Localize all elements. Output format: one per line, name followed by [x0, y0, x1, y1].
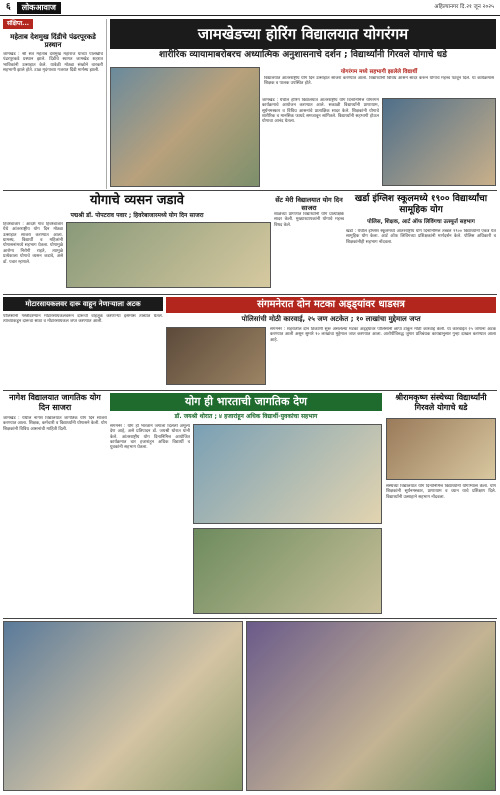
story9-body: संस्थेच्या विद्यालयात योग दिनानिमित्त विद्यार्थ्यांनी योगाभ्यास केला. योग शिक्षकांनी सूर्यनमस्कार, प्राणायाम व ध्यान याचे प्रशिक्षण दिले. विद्यार्थ्यांनी उत्साहाने सहभाग नोंदवला. — [386, 484, 496, 500]
dateline: अहिल्यानगर दि.२१ जून २०२५ — [434, 4, 494, 11]
story6-body: संगमनेर : शहरातील दोन ठिकाणी सुरू असलेल्या मटका अड्ड्यांवर पोलिसांनी छापा टाकून मोठी कारवाई केली. या कारवाईत २५ जणांना अटक करण्यात आली असून सुमारे १० लाखांचा मुद्देमाल जप्त करण्यात आला. आरोपींविरुद्ध जुगार प्रतिबंधक कायद्यानुसार गुन्हा दाखल करण्यात आला आहे. — [270, 327, 496, 343]
sankshipt-label: संक्षिप्त... — [3, 19, 33, 29]
story8-subheadline: डॉ. जयश्री थोरात ; ४ हजारांहून अधिक विद्यार्थी-युवकांचा सहभाग — [174, 413, 318, 420]
lead-headline: जामखेडच्या होरिंग विद्यालयात योगरंगम — [110, 19, 496, 49]
lead-photo-2 — [382, 98, 496, 186]
story4-headline: खर्डा इंग्लिश स्कूलमध्ये १९०० विद्यार्थ्यांचा सामूहिक योग — [354, 194, 488, 216]
story3-headline: सेंट मेरी विद्यालयात योग दिन साजरा — [275, 196, 343, 213]
lead-subheadline: शारीरिक व्यायामाबरोबरच अध्यात्मिक अनुशासनाचे दर्शन ; विद्यार्थ्यांनी गिरवले योगाचे धडे — [159, 50, 447, 60]
story3-body: शाळेच्या प्रांगणात विद्यार्थ्यांनी योग प्रात्यक्षिके सादर केली. मुख्याध्यापकांनी योगाचे महत्त्व विषद केले. — [274, 212, 344, 228]
story7-body: जामखेड : येथील नागेश विद्यालयात जागतिक योग दिन साजरा करण्यात आला. शिक्षक, कर्मचारी व विद्यार्थ्यांनी योगासने केली. योग शिक्षकांनी विविध आसनांची माहिती दिली. — [3, 416, 107, 432]
story6-headline: संगमनेरात दोन मटका अड्ड्यांवर धाडसत्र — [166, 297, 496, 313]
divider — [3, 390, 497, 391]
newspaper-logo: लोकआवाज — [17, 2, 61, 14]
story5-body: पोलिसांनी गस्तीदरम्यान मोटारसायकलवरून दारूची वाहतूक करणाऱ्या इसमास ताब्यात घेतले. त्याच्याकडून दारूचा साठा व मोटारसायकल जप्त करण्यात आली. — [3, 314, 163, 325]
divider — [3, 294, 497, 295]
story5-headline: मोटारसायकलवर दारू वाहून नेणाऱ्याला अटक — [3, 297, 163, 311]
divider — [3, 190, 497, 191]
lead-photo — [110, 67, 260, 187]
bottom-photo-right — [246, 621, 496, 791]
story2-photo — [66, 222, 271, 288]
story2-body: हिवरेबाजार : आदर्श गाव हिवरेबाजार येथे आंतरराष्ट्रीय योग दिन मोठ्या उत्साहात साजरा करण्यात आला. ग्रामस्थ, विद्यार्थी व महिलांनी योगासनांमध्ये सहभाग घेतला. योगामुळे आरोग्य निरोगी राहते, त्यामुळे प्रत्येकाला योगाचे व्यसन जडावे, असे डॉ. पवार म्हणाले. — [3, 222, 63, 265]
story8-body: संगमनेर : योग ही भारताने जगाला दिलेली अमूल्य देण आहे, असे प्रतिपादन डॉ. जयश्री थोरात यांनी केले. आंतरराष्ट्रीय योग दिनानिमित्त आयोजित कार्यक्रमात चार हजारांहून अधिक विद्यार्थी व युवकांनी सहभाग घेतला. — [110, 424, 190, 451]
lead-caption-box — [262, 67, 496, 97]
story7-headline: नागेश विद्यालयात जागतिक योग दिन साजरा — [9, 393, 101, 412]
lead-caption-title: योगरंगम मध्ये सहभागी झालेले विद्यार्थी — [340, 69, 418, 75]
story6-photo — [166, 327, 266, 385]
lead-caption: विद्यालयात आंतरराष्ट्रीय योग दिन उत्साहात साजरा करण्यात आला. विद्यार्थ्यांनी विविध आसने सादर करून योगाचे महत्त्व पटवून दिले. या कार्यक्रमास शिक्षक व पालक उपस्थित होते. — [264, 75, 494, 87]
masthead — [0, 0, 500, 16]
story4-subheadline: पोलिस, शिक्षक, आर्ट ऑफ लिविंगचा उत्स्फूर्त सहभाग — [367, 219, 475, 225]
sankshipt-text-1: जामखेड : श्री संत महेताब देशमुख महाराज यांच्या पालखीचे पंढरपूरकडे प्रस्थान झाले. दिंडीचे स्वागत जामखेड शहरात भाविकांनी उत्साहात केले. यावेळी मोठ्या संख्येने वारकरी सहभागी झाले होते. टाळ मृदंगाच्या गजरात दिंडी मार्गस्थ झाली. — [3, 52, 103, 74]
story8-photo — [193, 424, 382, 524]
sankshipt-column — [3, 19, 107, 189]
story6-subheadline: पोलिसांची मोठी कारवाई, २५ जण अटकेत ; १० लाखांचा मुद्देमाल जप्त — [241, 315, 421, 323]
page-number: ६ — [6, 1, 11, 12]
story8-photo-2 — [193, 528, 382, 614]
story2-headline: योगाचे व्यसन जडावे — [89, 193, 185, 208]
sankshipt-headline-1: महेताब देशमुख दिंडीचे पंढरपूरकडे प्रस्थान — [10, 32, 96, 50]
story2-subheadline: पद्मश्री डॉ. पोपटराव पवार ; हिवरेबाजारमध्ये योग दिन साजरा — [70, 212, 204, 219]
story9-photo — [386, 418, 496, 480]
story8-headline: योग ही भारताची जागतिक देण — [110, 393, 382, 411]
bottom-photo-left — [3, 621, 243, 791]
story9-headline: श्रीरामकृष्ण संस्थेच्या विद्यार्थ्यांनी गिरवले योगाचे धडे — [395, 393, 487, 412]
lead-body: जामखेड : येथील होरिंग विद्यालयात आंतरराष्ट्रीय योग दिनानिमित्त योगरंगम कार्यक्रमाचे आयोजन करण्यात आले. सकाळी विद्यार्थ्यांनी प्राणायाम, सूर्यनमस्कार व विविध आसनांचे प्रात्यक्षिक सादर केले. शिक्षकांनी योगाचे शारीरिक व मानसिक फायदे समजावून सांगितले. विद्यार्थ्यांनी सहभागी होऊन योगाचा आनंद घेतला. — [262, 98, 379, 125]
story4-body: खर्डा : येथील इंग्लिश स्कूलमध्ये आंतरराष्ट्रीय योग दिनानिमित्त तब्बल १९०० विद्यार्थ्यांनी एकत्र येत सामूहिक योग केला. आर्ट ऑफ लिविंगच्या प्रशिक्षकांनी मार्गदर्शन केले. पोलिस अधिकारी व शिक्षकांनीही सहभाग नोंदवला. — [346, 229, 496, 245]
divider — [3, 618, 497, 619]
